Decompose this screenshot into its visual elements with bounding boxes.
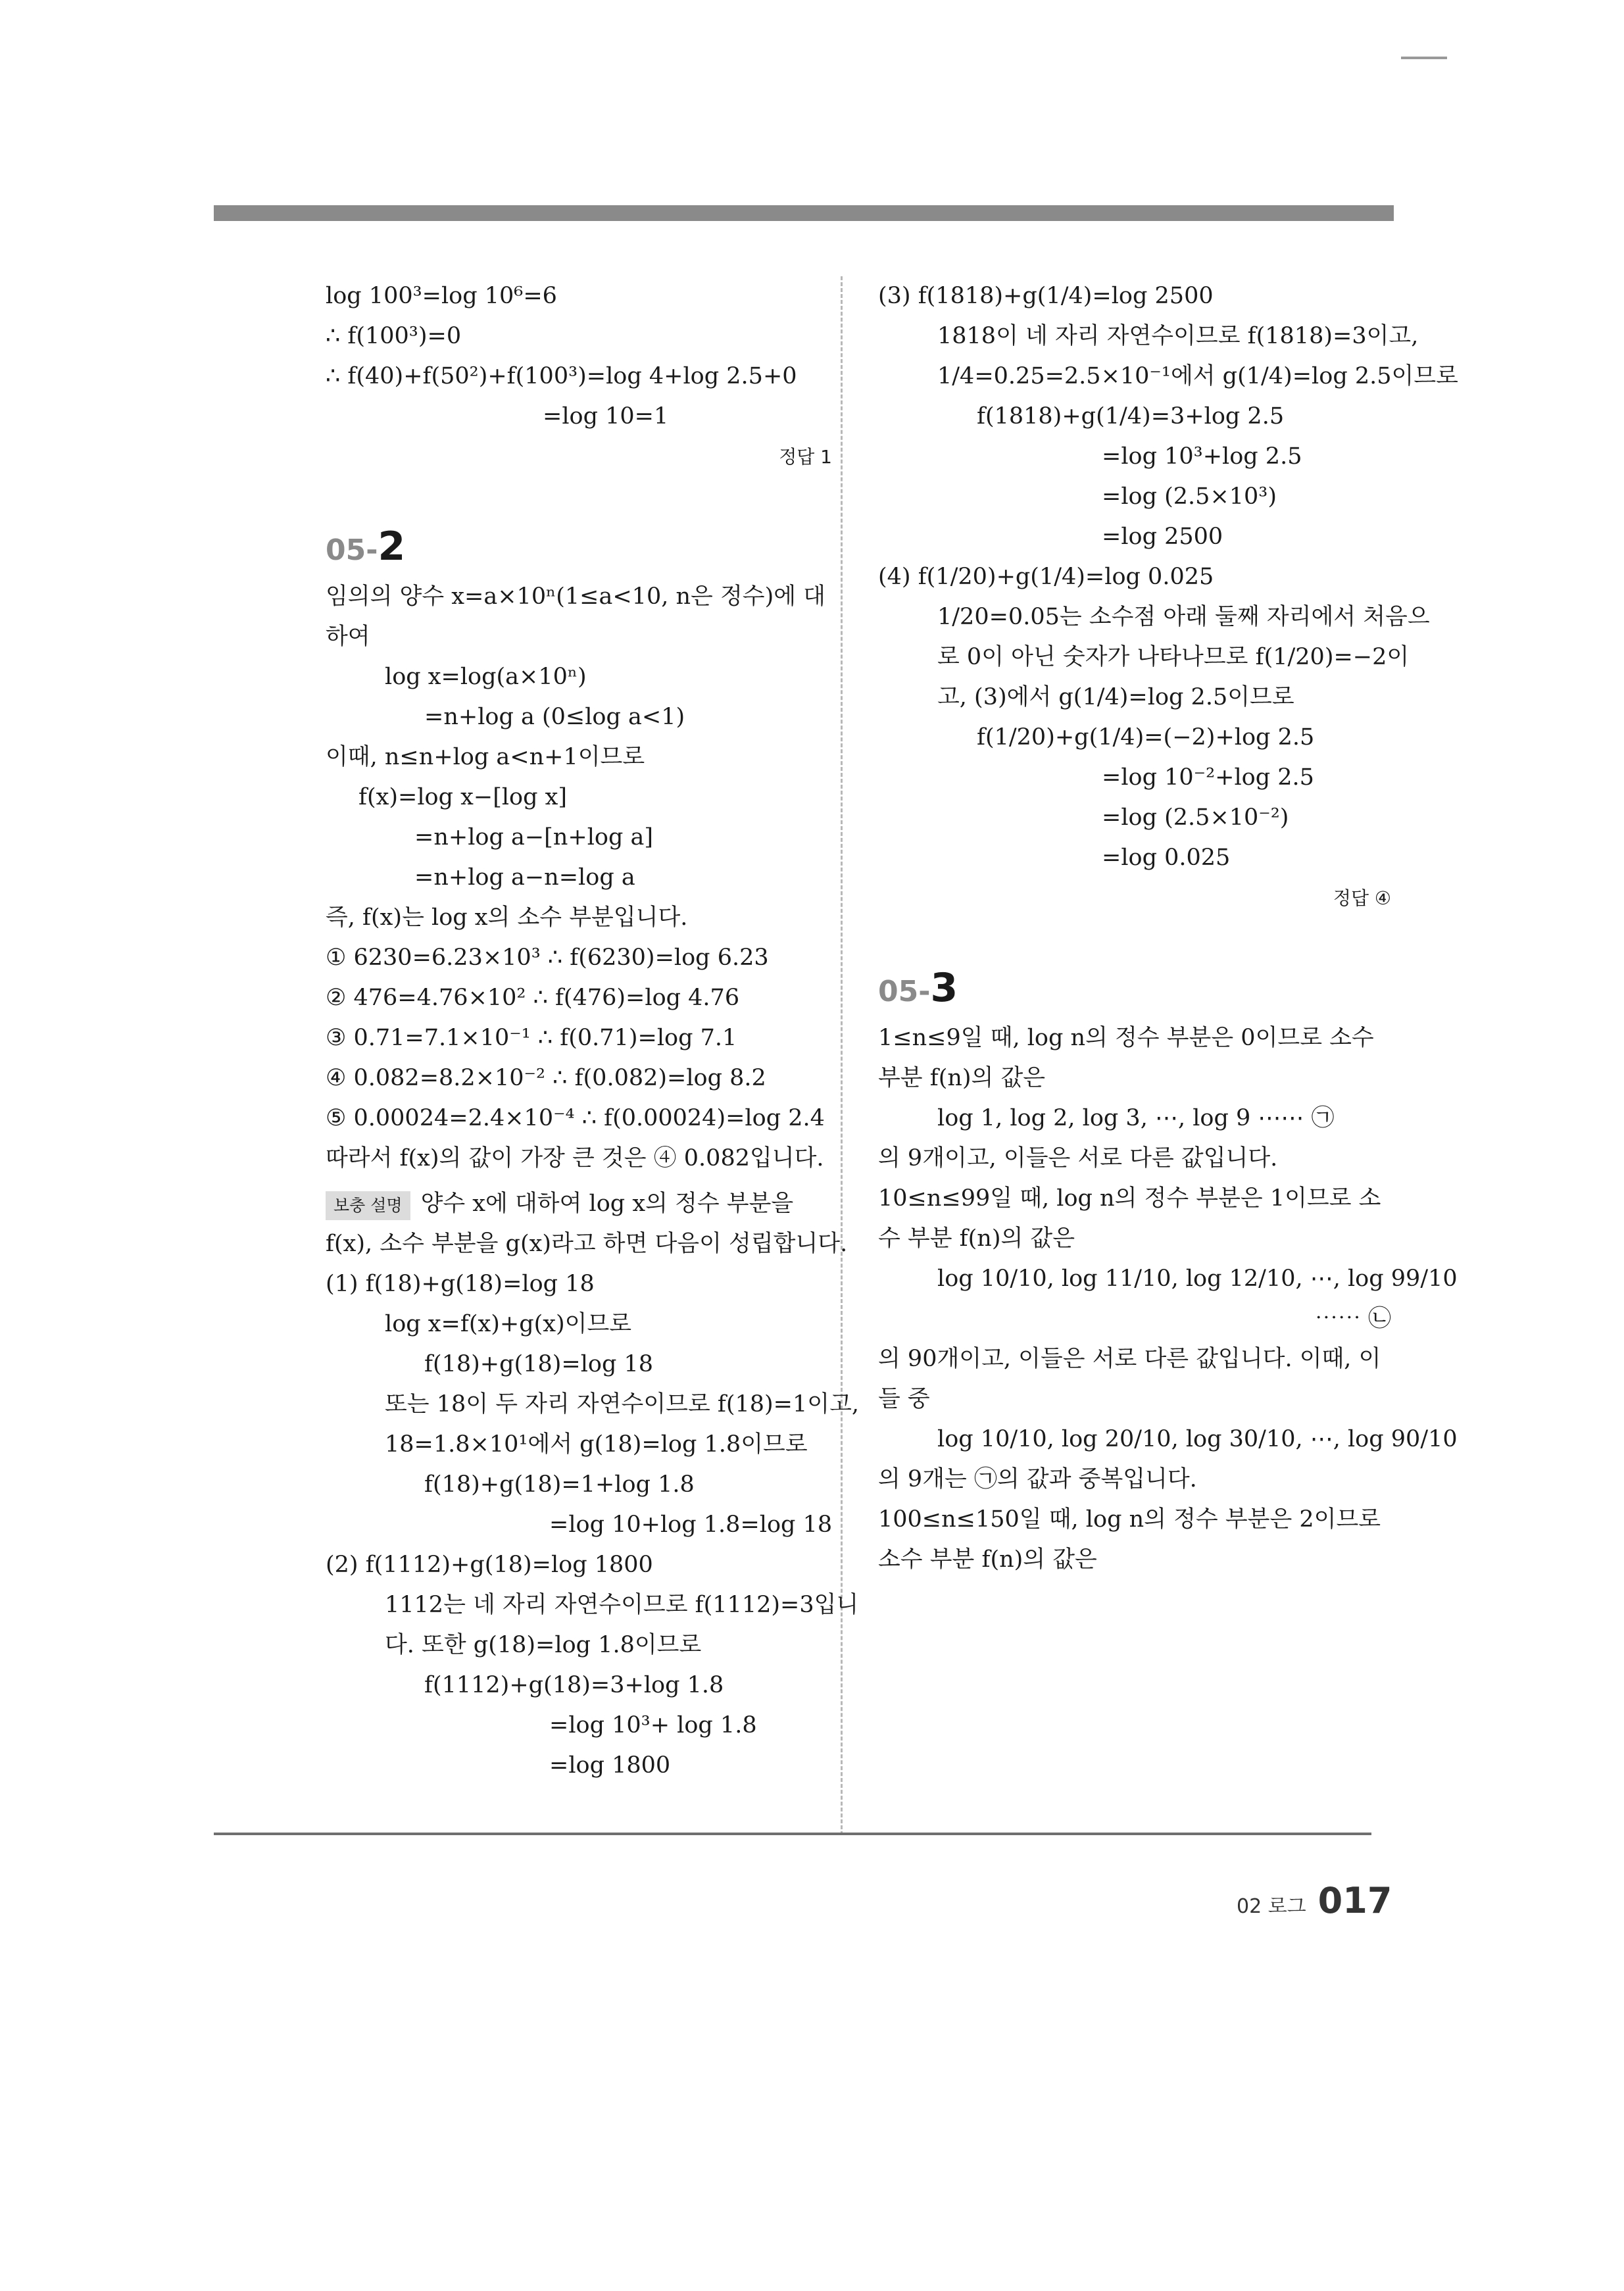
solution-line: =log 10⁻²+log 2.5 — [1102, 764, 1314, 791]
solution-line: 의 90개이고, 이들은 서로 다른 값입니다. 이때, 이 — [878, 1346, 1381, 1372]
solution-line: 수 부분 f(n)의 값은 — [878, 1225, 1075, 1252]
solution-line: 즉, f(x)는 log x의 소수 부분입니다. — [326, 904, 688, 931]
solution-line: log 10/10, log 11/10, log 12/10, ⋯, log 99/10 — [937, 1266, 1458, 1292]
section-heading-05-3 — [878, 964, 1391, 1016]
answer-label: 정답 1 — [779, 446, 832, 468]
choice-line: ② 476=4.76×10² ∴ f(476)=log 4.76 — [326, 985, 740, 1011]
right-column — [878, 276, 1458, 1580]
solution-line: 100≤n≤150일 때, log n의 정수 부분은 2이므로 — [878, 1506, 1381, 1533]
left-column — [326, 276, 860, 1786]
solution-line: =log 10=1 — [543, 403, 669, 430]
choice-line: ① 6230=6.23×10³ ∴ f(6230)=log 6.23 — [326, 945, 769, 971]
supplement-text: 양수 x에 대하여 log x의 정수 부분을 — [420, 1191, 794, 1217]
solution-line: (2) f(1112)+g(18)=log 1800 — [326, 1552, 653, 1578]
solution-line: =log 2500 — [1102, 524, 1223, 550]
solution-line: 10≤n≤99일 때, log n의 정수 부분은 1이므로 소 — [878, 1185, 1381, 1212]
solution-line: f(x), 소수 부분을 g(x)라고 하면 다음이 성립합니다. — [326, 1231, 848, 1257]
solution-line: 18=1.8×10¹에서 g(18)=log 1.8이므로 — [385, 1431, 808, 1458]
choice-line: ③ 0.71=7.1×10⁻¹ ∴ f(0.71)=log 7.1 — [326, 1025, 737, 1051]
solution-line: 1/4=0.25=2.5×10⁻¹에서 g(1/4)=log 2.5이므로 — [937, 363, 1458, 389]
solution-line: log 100³=log 10⁶=6 — [326, 283, 557, 309]
solution-line: f(1818)+g(1/4)=3+log 2.5 — [977, 403, 1285, 430]
solution-line: ⋯⋯ ㉡ — [1314, 1306, 1391, 1332]
section-number: 2 — [378, 524, 406, 570]
solution-line: 1/20=0.05는 소수점 아래 둘째 자리에서 처음으 — [937, 604, 1430, 630]
answer-label: 정답 ④ — [1333, 887, 1391, 909]
solution-line: (3) f(1818)+g(1/4)=log 2500 — [878, 283, 1214, 309]
solution-line: (4) f(1/20)+g(1/4)=log 0.025 — [878, 564, 1214, 590]
solution-line: =log (2.5×10³) — [1102, 483, 1277, 510]
solution-line: 다. 또한 g(18)=log 1.8이므로 — [385, 1632, 702, 1658]
solution-line: (1) f(18)+g(18)=log 18 — [326, 1271, 595, 1297]
solution-line: 부분 f(n)의 값은 — [878, 1065, 1046, 1091]
solution-line: log x=f(x)+g(x)이므로 — [385, 1311, 632, 1337]
solution-line: 고, (3)에서 g(1/4)=log 2.5이므로 — [937, 684, 1294, 710]
solution-line: f(18)+g(18)=1+log 1.8 — [424, 1471, 695, 1498]
solution-line: =n+log a (0≤log a<1) — [424, 704, 685, 730]
section-heading-05-2 — [326, 523, 832, 574]
solution-line: log 10/10, log 20/10, log 30/10, ⋯, log 90/10 — [937, 1426, 1458, 1452]
choice-line: ④ 0.082=8.2×10⁻² ∴ f(0.082)=log 8.2 — [326, 1065, 766, 1091]
solution-line: f(18)+g(18)=log 18 — [424, 1351, 654, 1377]
solution-line: =log 10+log 1.8=log 18 — [549, 1512, 833, 1538]
solution-line: =log 10³+log 2.5 — [1102, 443, 1302, 470]
solution-line: 로 0이 아닌 숫자가 나타나므로 f(1/20)=−2이 — [937, 644, 1410, 670]
chapter-label: 02 로그 — [1237, 1895, 1306, 1918]
solution-line: 1≤n≤9일 때, log n의 정수 부분은 0이므로 소수 — [878, 1025, 1374, 1051]
solution-line: 또는 18이 두 자리 자연수이므로 f(18)=1이고, — [385, 1391, 860, 1417]
solution-line: 1112는 네 자리 자연수이므로 f(1112)=3입니 — [385, 1592, 859, 1618]
solution-line: =log (2.5×10⁻²) — [1102, 804, 1289, 831]
page-footer — [1237, 1880, 1392, 1921]
header-bar — [214, 205, 1394, 221]
solution-line: ∴ f(100³)=0 — [326, 323, 462, 349]
section-prefix: 05- — [326, 533, 378, 567]
solution-line: 하여 — [326, 624, 370, 650]
supplement-intro — [326, 1184, 832, 1224]
solution-line: 의 9개는 ㉠의 값과 중복입니다. — [878, 1466, 1197, 1492]
solution-line: 임의의 양수 x=a×10ⁿ(1≤a<10, n은 정수)에 대 — [326, 583, 825, 610]
section-number: 3 — [930, 965, 958, 1011]
section-prefix: 05- — [878, 975, 931, 1008]
solution-line: f(1112)+g(18)=3+log 1.8 — [424, 1672, 724, 1698]
solution-line: =log 10³+ log 1.8 — [549, 1712, 757, 1738]
solution-line: log x=log(a×10ⁿ) — [385, 664, 587, 690]
choice-line: ⑤ 0.00024=2.4×10⁻⁴ ∴ f(0.00024)=log 2.4 — [326, 1105, 825, 1131]
solution-line: f(1/20)+g(1/4)=(−2)+log 2.5 — [977, 724, 1315, 751]
solution-line: =log 1800 — [549, 1752, 671, 1779]
solution-line: 이때, n≤n+log a<n+1이므로 — [326, 744, 645, 770]
solution-line: 따라서 f(x)의 값이 가장 큰 것은 ④ 0.082입니다. — [326, 1145, 824, 1171]
footer-rule — [214, 1833, 1371, 1835]
solution-line: =log 0.025 — [1102, 845, 1231, 871]
solution-line: 1818이 네 자리 자연수이므로 f(1818)=3이고, — [937, 323, 1419, 349]
page-number: 017 — [1317, 1880, 1392, 1921]
solution-line: =n+log a−n=log a — [414, 864, 635, 891]
solution-line: 소수 부분 f(n)의 값은 — [878, 1546, 1097, 1573]
solution-line: 들 중 — [878, 1386, 930, 1412]
supplement-badge: 보충 설명 — [326, 1191, 410, 1220]
solution-line: =n+log a−[n+log a] — [414, 824, 654, 850]
scan-mark — [1401, 57, 1447, 59]
solution-line: 의 9개이고, 이들은 서로 다른 값입니다. — [878, 1145, 1278, 1171]
solution-line: log 1, log 2, log 3, ⋯, log 9 ⋯⋯ ㉠ — [937, 1105, 1335, 1131]
solution-line: f(x)=log x−[log x] — [358, 784, 568, 810]
solution-line: ∴ f(40)+f(50²)+f(100³)=log 4+log 2.5+0 — [326, 363, 797, 389]
